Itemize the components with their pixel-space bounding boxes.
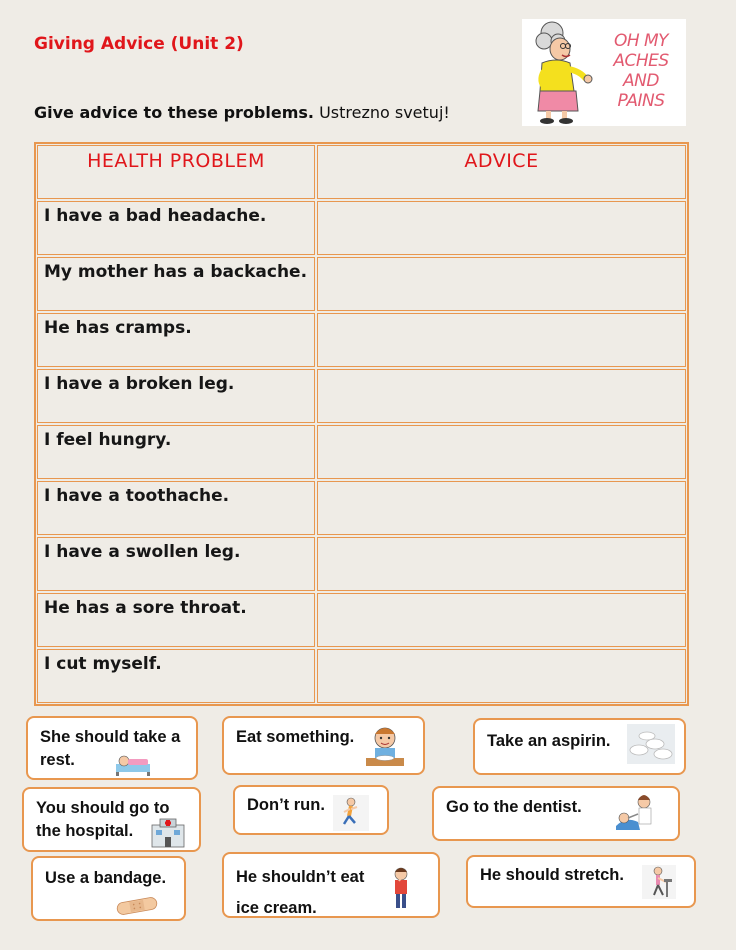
header-advice: ADVICE <box>317 145 686 199</box>
aches-illustration <box>522 19 686 126</box>
problem-cell: He has cramps. <box>37 313 315 367</box>
answer-no-ice-cream[interactable]: He shouldn’t eat ice cream. <box>222 852 440 918</box>
worksheet-title: Giving Advice (Unit 2) <box>34 34 244 54</box>
sore-throat-boy-icon <box>388 866 414 912</box>
problem-cell: I have a swollen leg. <box>37 537 315 591</box>
instruction <box>34 103 450 122</box>
hospital-icon <box>150 817 186 849</box>
problem-cell: I have a bad headache. <box>37 201 315 255</box>
problem-cell: I have a toothache. <box>37 481 315 535</box>
problem-cell: I cut myself. <box>37 649 315 703</box>
problem-cell: I have a broken leg. <box>37 369 315 423</box>
stretching-woman-icon <box>642 865 676 899</box>
advice-cell[interactable] <box>317 257 686 311</box>
answer-dont-run[interactable]: Don’t run. <box>233 785 389 835</box>
dentist-icon <box>612 792 660 838</box>
answer-take-rest[interactable]: She should take a rest. <box>26 716 198 780</box>
advice-cell[interactable] <box>317 369 686 423</box>
answer-eat-something[interactable]: Eat something. <box>222 716 425 775</box>
eating-boy-icon <box>364 724 406 770</box>
instruction-normal: Ustrezno svetuj! <box>313 103 450 122</box>
answer-go-hospital[interactable]: You should go to the hospital. <box>22 787 201 852</box>
aches-text: OH MY ACHES AND PAINS <box>613 31 669 111</box>
advice-cell[interactable] <box>317 593 686 647</box>
answer-use-bandage[interactable]: Use a bandage. <box>31 856 186 921</box>
header-health-problem: HEALTH PROBLEM <box>37 145 315 199</box>
advice-cell[interactable] <box>317 537 686 591</box>
grandma-icon <box>522 19 602 126</box>
advice-cell[interactable] <box>317 481 686 535</box>
advice-cell[interactable] <box>317 425 686 479</box>
bandage-icon <box>115 896 159 916</box>
problem-cell: He has a sore throat. <box>37 593 315 647</box>
problem-cell: My mother has a backache. <box>37 257 315 311</box>
answer-should-stretch[interactable]: He should stretch. <box>466 855 696 908</box>
advice-cell[interactable] <box>317 649 686 703</box>
bed-rest-icon <box>114 750 152 776</box>
answer-take-aspirin[interactable]: Take an aspirin. <box>473 718 686 775</box>
problem-cell: I feel hungry. <box>37 425 315 479</box>
answer-go-dentist[interactable]: Go to the dentist. <box>432 786 680 841</box>
problem-table <box>34 142 689 706</box>
instruction-bold: Give advice to these problems. <box>34 103 314 122</box>
running-boy-icon <box>333 795 369 831</box>
advice-cell[interactable] <box>317 313 686 367</box>
advice-cell[interactable] <box>317 201 686 255</box>
aspirin-pills-icon <box>627 724 675 764</box>
